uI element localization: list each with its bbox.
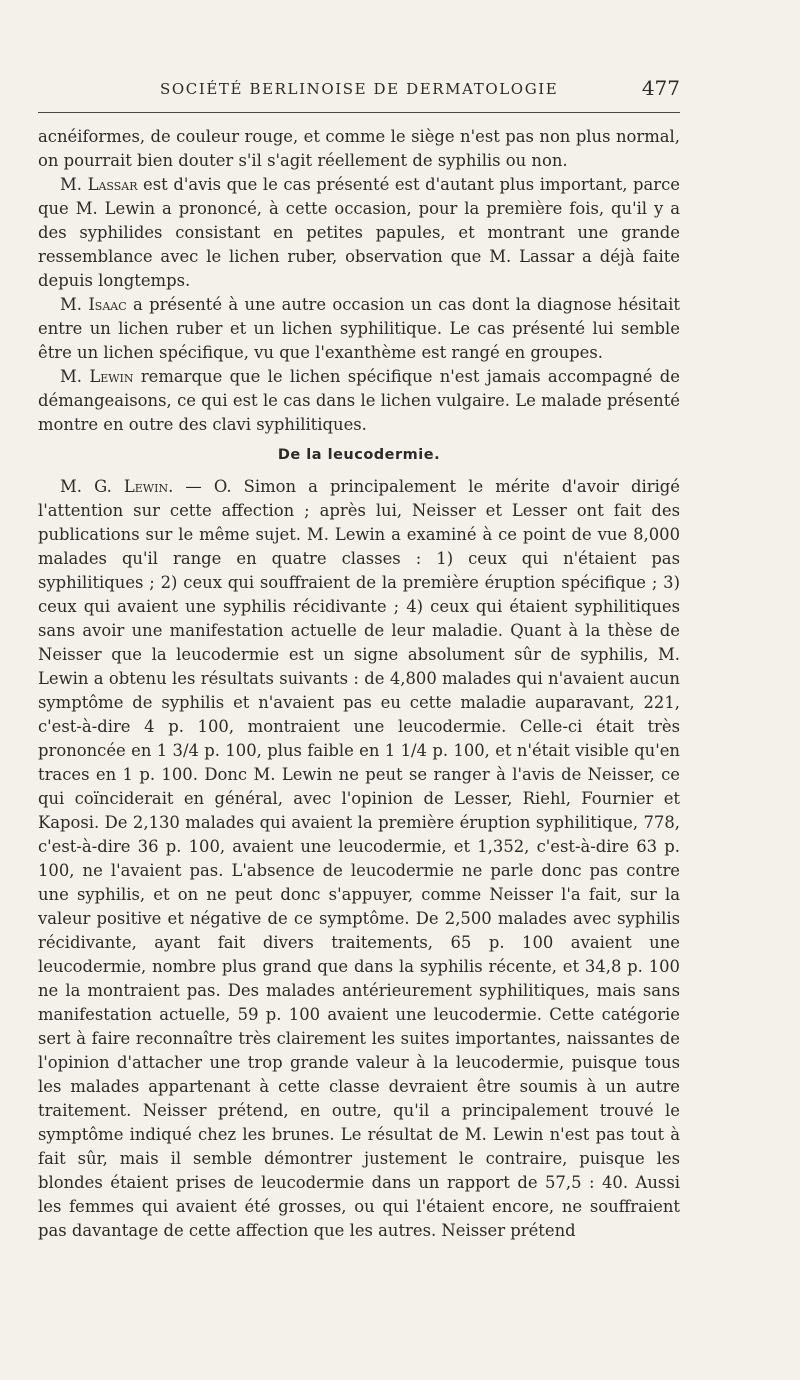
running-title: SOCIÉTÉ BERLINOISE DE DERMATOLOGIE <box>160 80 559 98</box>
paragraph-isaac <box>38 293 680 365</box>
paragraph-text: a présenté à une autre occasion un cas dont la diagnose hésitait entre un lichen ruber et un lichen syphilitique. Le cas présenté lui semble être un lichen spécifique, vu que l'exanthème est rangé en groupes. <box>38 295 681 362</box>
paragraph-text: remarque que le lichen spécifique n'est jamais accompagné de démangeaisons, ce qui est le cas dans le lichen vulgaire. Le malade présenté montre en outre des clavi syphilitiques. <box>38 367 680 434</box>
speaker-name: Lewin <box>123 477 169 496</box>
speaker-prefix: M. <box>60 367 90 386</box>
speaker-name: Isaac <box>88 295 127 314</box>
paragraph-leucodermie <box>38 475 680 1243</box>
paragraph-continuation <box>38 125 680 173</box>
section-heading: De la leucodermie. <box>277 447 441 463</box>
paragraph-lassar <box>38 173 680 293</box>
speaker-prefix: M. <box>60 295 89 314</box>
speaker-prefix: M. <box>60 175 88 194</box>
speaker-name: Lassar <box>87 175 138 194</box>
paragraph-lewin <box>38 365 680 437</box>
page-header <box>38 76 680 113</box>
paragraph-text: . — O. Simon a principalement le mérite d'avoir dirigé l'attention sur cette affection ; après lui, Neisser et Lesser ont fait des publications sur le même sujet. M. Lewin a examiné à ce point de vue 8,000 malades qu'il range en quatre classes : 1) ceux qui n'étaient pas syphilitiques ; 2) ceux qui souffraient de la première éruption spécifique ; 3) ceux qui avaient une syphilis récidivante ; 4) ceux qui étaient syphilitiques sans avoir une manifestation actuelle de leur maladie. Quant à la thèse de Neisser que la leucodermie est un signe absolument sûr de syphilis, M. Lewin a obtenu les résultats suivants : de 4,800 malades qui n'avaient aucun symptôme de syphilis et n'avaient pas eu cette maladie auparavant, 221, c'est-à-dire 4 p. 100, montraient une leucodermie. Celle-ci était très prononcée en 1 3/4 p. 100, plus faible en 1 1/4 p. 100, et n'était visible qu'en traces en 1 p. 100. Donc M. Lewin ne peut se ranger à l'avis de Neisser, ce qui coïnciderait en général, avec l'opinion de Lesser, Riehl, Fournier et Kaposi. De 2,130 malades qui avaient la première éruption syphilitique, 778, c'est-à-dire 36 p. 100, avaient une leucodermie, et 1,352, c'est-à-dire 63 p. 100, ne l'avaient pas. L'absence de leucodermie ne parle donc pas contre une syphilis, et on ne peut donc s'appuyer, comme Neisser l'a fait, sur la valeur positive et négative de ce symptôme. De 2,500 malades avec syphilis récidivante, ayant fait divers traitements, 65 p. 100 avaient une leucodermie, nombre plus grand que dans la syphilis récente, et 34,8 p. 100 ne la montraient pas. Des malades antérieurement syphilitiques, mais sans manifestation actuelle, 59 p. 100 avaient une leucodermie. Cette catégorie sert à faire reconnaître très clairement les suites importantes, naissantes de l'opinion d'attacher une trop grande valeur à la leucodermie, puisque tous les malades appartenant à cette classe devraient être soumis à un autre traitement. Neisser prétend, en outre, qu'il a principalement trouvé le symptôme indiqué chez les brunes. Le résultat de M. Lewin n'est pas tout à fait sûr, mais il semble démontrer justement le contraire, puisque les blondes étaient prises de leucodermie dans un rapport de 57,5 : 40. Aussi les femmes qui avaient été grosses, ou qui l'étaient encore, ne souffraient pas davantage de cette affection que les autres. Neisser prétend <box>38 477 680 1240</box>
paragraph-text: acnéiformes, de couleur rouge, et comme le siège n'est pas non plus normal, on pourrait bien douter s'il s'agit réellement de syphilis ou non. <box>38 127 680 170</box>
speaker-prefix: M. G. <box>60 477 124 496</box>
page-number: 477 <box>641 76 680 100</box>
paragraph-text: est d'avis que le cas présenté est d'autant plus important, parce que M. Lewin a prononcé, à cette occasion, pour la première fois, qu'il y a des syphilides consistant en petites papules, et montrant une grande ressemblance avec le lichen ruber, observation que M. Lassar a déjà faite depuis longtemps. <box>38 175 680 290</box>
speaker-name: Lewin <box>89 367 134 386</box>
